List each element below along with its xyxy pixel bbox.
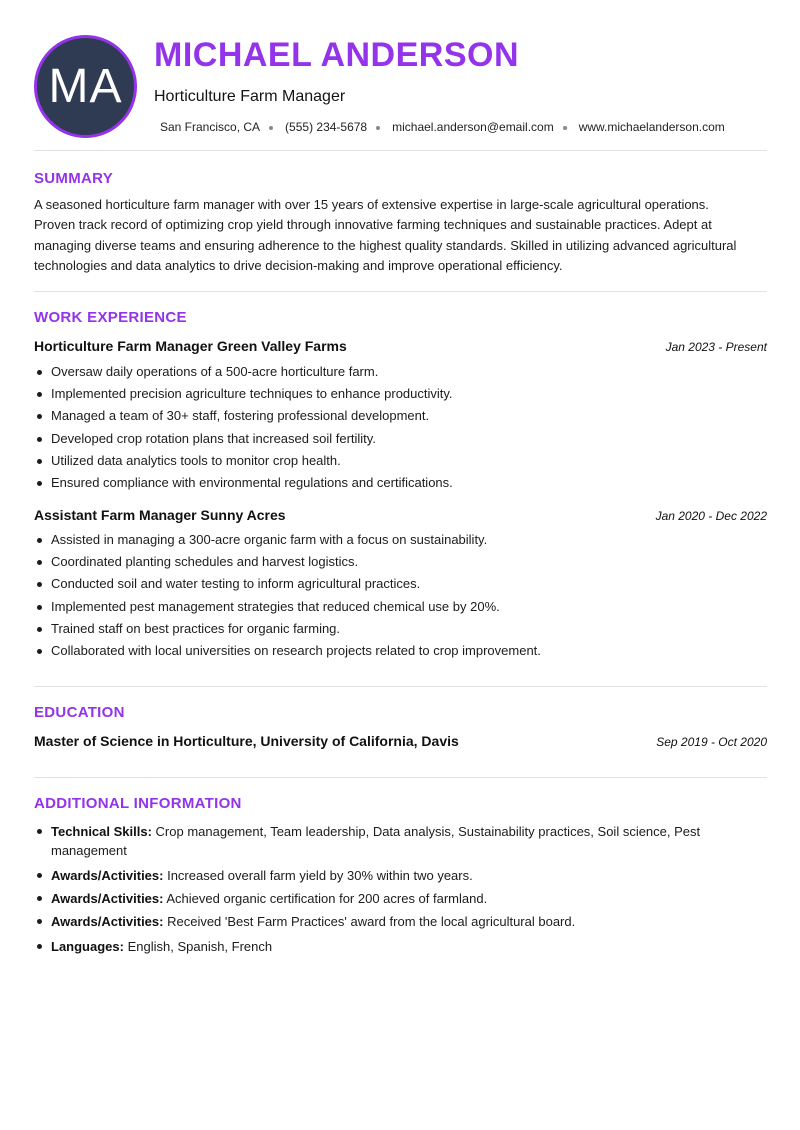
list-item: Assisted in managing a 300-acre organic farm with a focus on sustainability. [34, 529, 767, 551]
item-label: Awards/Activities: [51, 914, 164, 929]
contact-location: San Francisco, CA [160, 120, 261, 134]
item-label: Languages: [51, 939, 124, 954]
contact-bar [160, 120, 725, 134]
item-label: Awards/Activities: [51, 868, 164, 883]
list-item [34, 912, 744, 931]
list-item [34, 937, 744, 956]
list-item: Implemented pest management strategies that reduced chemical use by 20%. [34, 596, 767, 618]
candidate-role: Horticulture Farm Manager [154, 88, 346, 105]
job-bullets [34, 529, 767, 662]
job-bullets [34, 361, 767, 494]
degree: Master of Science in Horticulture, University of California, Davis [34, 733, 459, 749]
experience-title: WORK EXPERIENCE [34, 309, 187, 326]
education-title: EDUCATION [34, 704, 125, 721]
contact-website[interactable]: www.michaelanderson.com [578, 120, 725, 134]
job-dates: Jan 2020 - Dec 2022 [655, 509, 767, 523]
list-item [34, 889, 744, 908]
list-item: Trained staff on best practices for organic farming. [34, 618, 767, 640]
summary-text [34, 195, 769, 276]
list-item: Collaborated with local universities on research projects related to crop improvement. [34, 640, 767, 662]
list-item: Managed a team of 30+ staff, fostering professional development. [34, 405, 767, 427]
list-item: Ensured compliance with environmental regulations and certifications. [34, 472, 767, 494]
divider [34, 777, 767, 778]
item-label: Awards/Activities: [51, 891, 164, 906]
avatar-initials: MA [48, 60, 123, 113]
additional-list [34, 822, 744, 956]
list-item [34, 866, 744, 885]
job-header [34, 507, 767, 523]
list-item: Conducted soil and water testing to inform agricultural practices. [34, 573, 767, 595]
item-text: Received 'Best Farm Practices' award from the local agricultural board. [167, 914, 576, 929]
list-item: Developed crop rotation plans that increased soil fertility. [34, 428, 767, 450]
list-item: Utilized data analytics tools to monitor crop health. [34, 450, 767, 472]
divider [34, 686, 767, 687]
job-title: Horticulture Farm Manager Green Valley Farms [34, 338, 347, 354]
separator-dot [563, 126, 567, 130]
job-header [34, 338, 767, 354]
item-text: Achieved organic certification for 200 acres of farmland. [166, 891, 488, 906]
divider [34, 291, 767, 292]
summary-line: Proven track record of optimizing crop yield through innovative farming techniques and sustainable practices. Adept at [34, 217, 712, 233]
contact-email[interactable]: michael.anderson@email.com [392, 120, 554, 134]
list-item: Implemented precision agriculture techniques to enhance productivity. [34, 383, 767, 405]
education-entry [34, 733, 767, 749]
list-item: Oversaw daily operations of a 500-acre horticulture farm. [34, 361, 767, 383]
divider [34, 150, 767, 151]
item-text: Increased overall farm yield by 30% within two years. [167, 868, 473, 883]
avatar [34, 35, 137, 138]
job-dates: Jan 2023 - Present [665, 340, 767, 354]
summary-line: A seasoned horticulture farm manager with over 15 years of extensive expertise in large-scale agricultural operations. [34, 197, 709, 212]
separator-dot [376, 126, 380, 130]
item-label: Technical Skills: [51, 824, 152, 839]
item-text: English, Spanish, French [127, 939, 273, 954]
education-dates: Sep 2019 - Oct 2020 [656, 735, 767, 749]
summary-title: SUMMARY [34, 170, 114, 187]
list-item: Coordinated planting schedules and harvest logistics. [34, 551, 767, 573]
contact-phone: (555) 234-5678 [285, 120, 368, 134]
additional-title: ADDITIONAL INFORMATION [34, 795, 242, 812]
separator-dot [269, 126, 273, 130]
job-title: Assistant Farm Manager Sunny Acres [34, 507, 286, 523]
summary-line: technologies and data analytics to drive decision-making and improve operational efficiency. [34, 257, 563, 273]
summary-line: managing diverse teams and ensuring adherence to the highest quality standards. Skilled in utilizing advanced agricultural [34, 237, 737, 253]
list-item [34, 822, 744, 860]
item-text: Crop management, Team leadership, Data analysis, Sustainability practices, Soil science, Pest management [51, 824, 701, 858]
candidate-name: MICHAEL ANDERSON [154, 36, 520, 74]
